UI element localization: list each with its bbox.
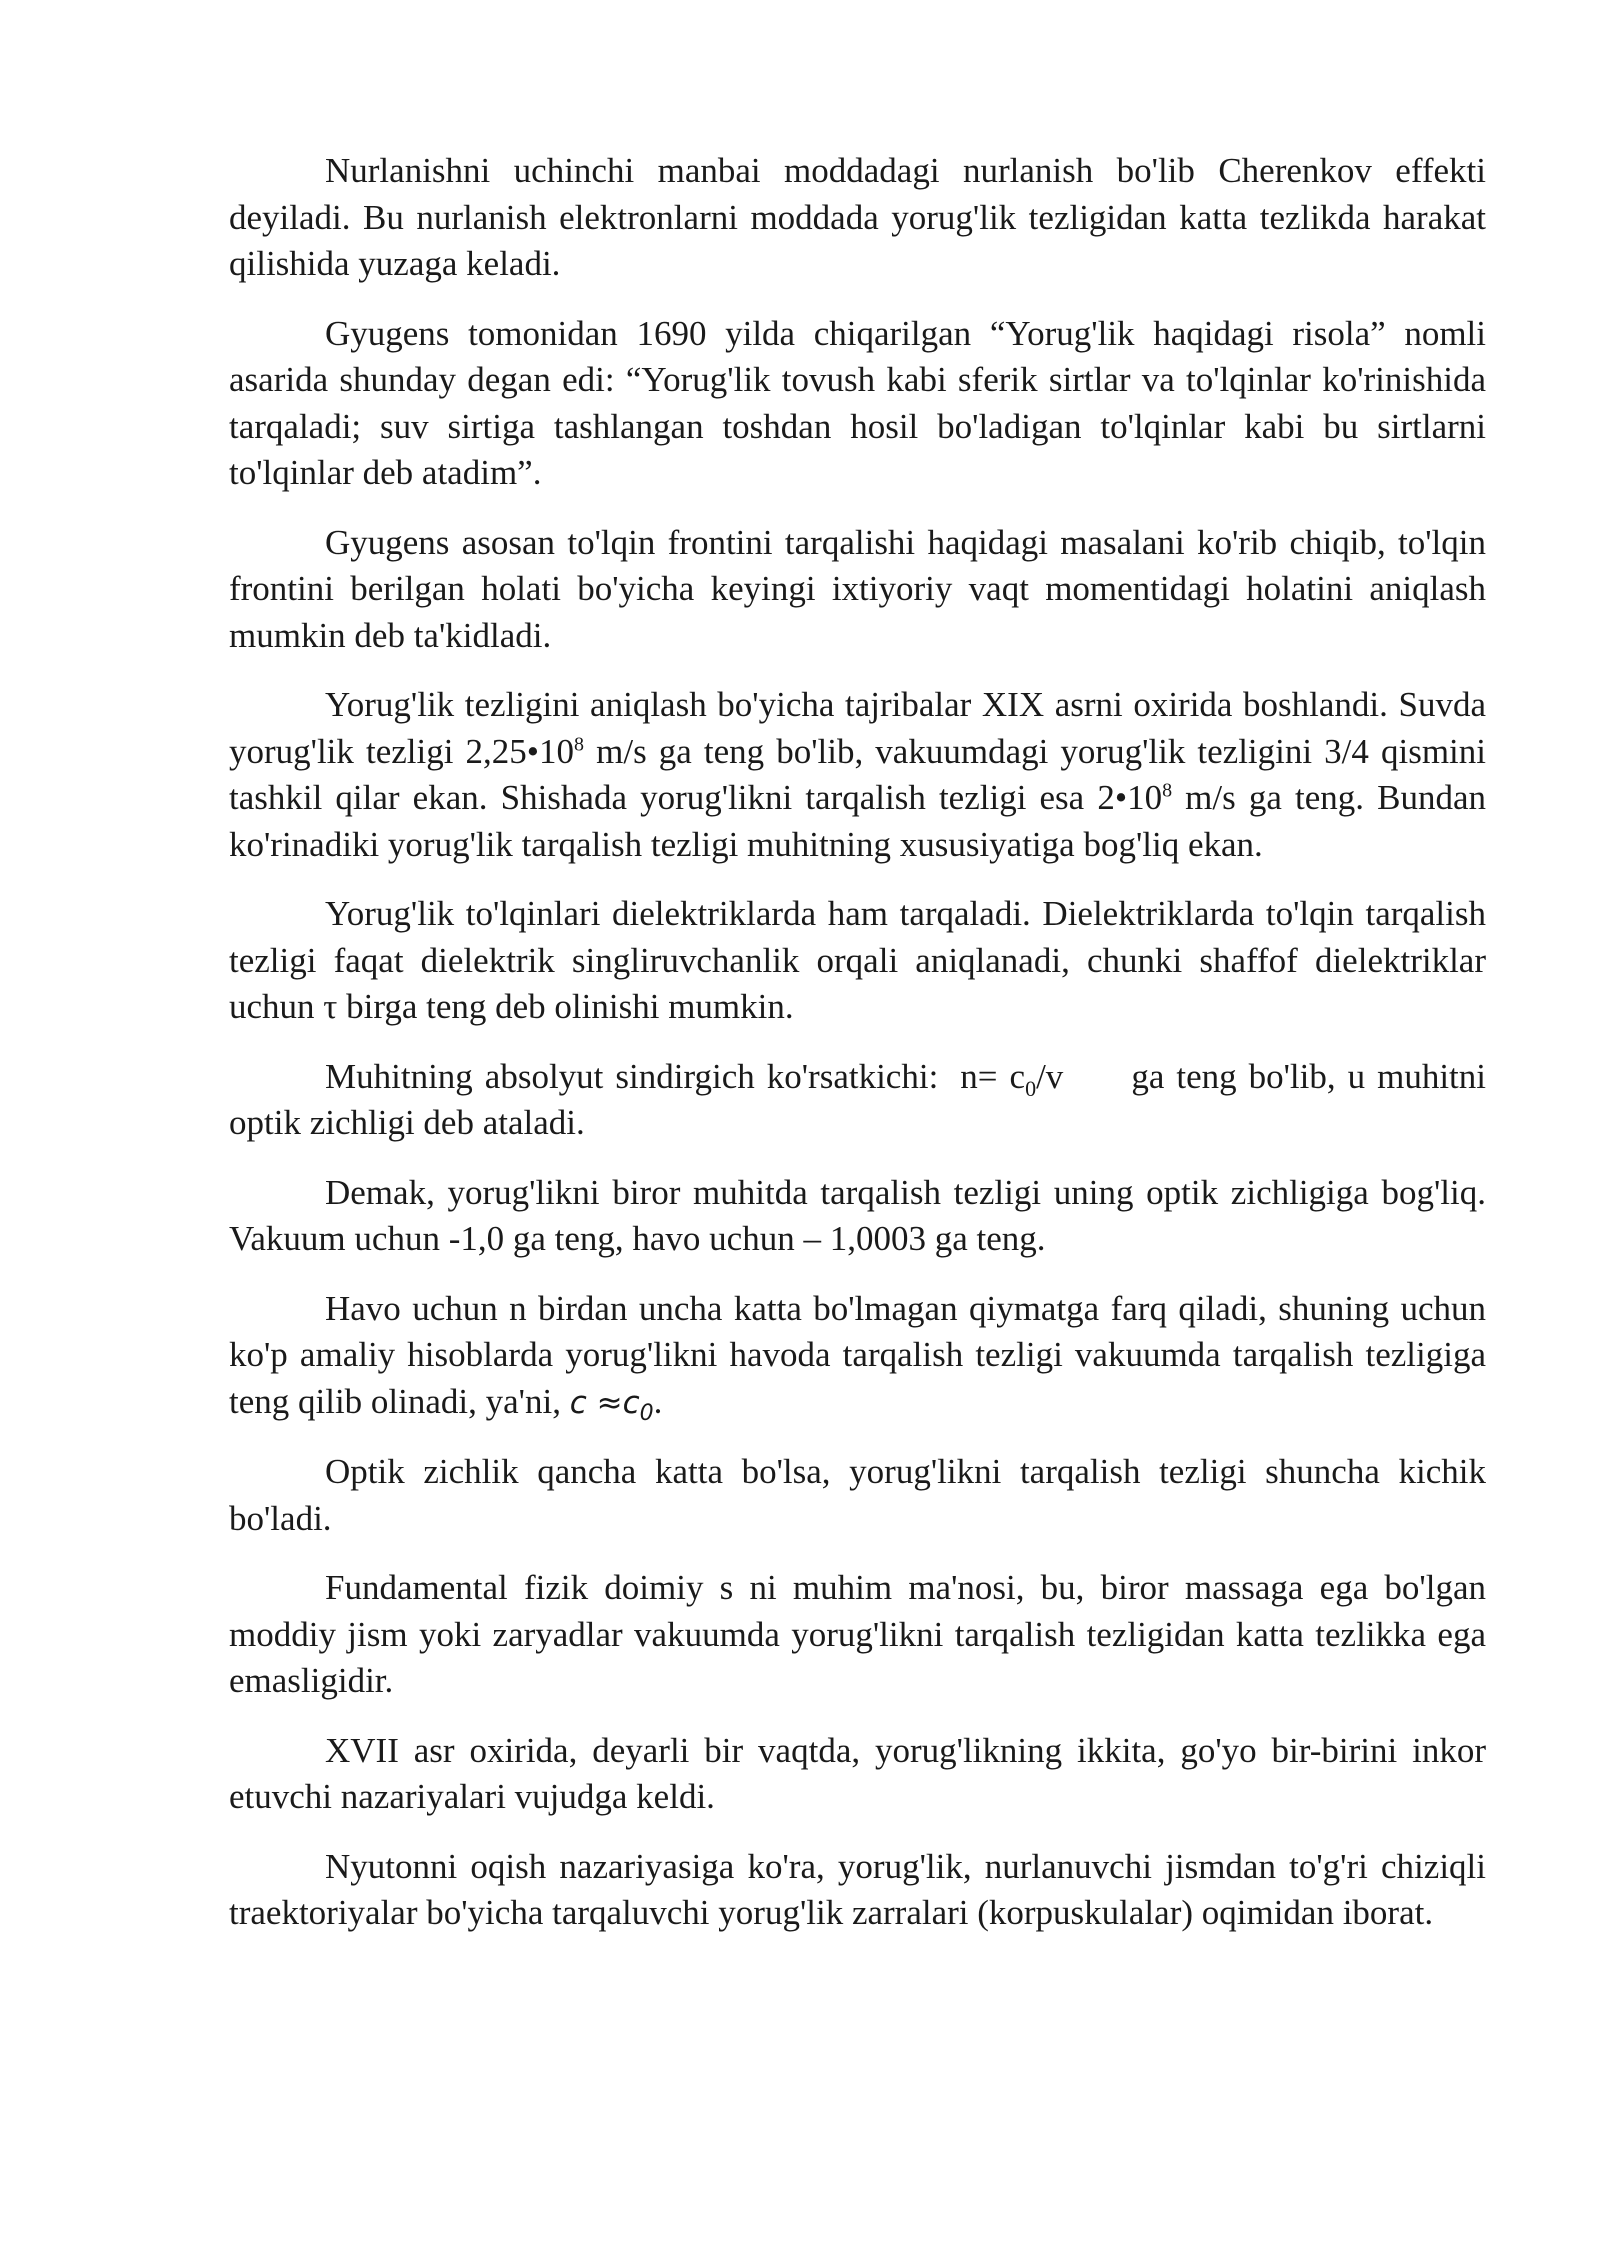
- paragraph-light-speed: [229, 682, 1486, 868]
- exponent-glass: 8: [1162, 779, 1173, 802]
- air-text-2: .: [653, 1381, 663, 1421]
- air-text-1: Havo uchun n birdan uncha katta bo'lmagan qiymatga farq qiladi, shuning uchun ko'p amaliy hisoblarda yorug'likni havoda tarqalish tezligi vakuumda tarqalish tezligiga teng qilib olinadi, ya'ni,: [229, 1288, 1486, 1421]
- paragraph-gyugens-quote: Gyugens tomonidan 1690 yilda chiqarilgan “Yorug'lik haqidagi risola” nomli asarida shunday degan edi: “Yorug'lik tovush kabi sferik sirtlar va to'lqinlar ko'rinishida tarqaladi; suv sirtiga tashlangan toshdan hosil bo'ladigan to'lqinlar kabi bu sirtlarni to'lqinlar deb atadim”.: [229, 313, 1486, 492]
- refractive-index-text-2: ga teng bo'lib, u muhitni optik zichligi deb ataladi.: [229, 1056, 1486, 1142]
- paragraph-newton: Nyutonni oqish nazariyasiga ko'ra, yorug'lik, nurlanuvchi jismdan to'g'ri chiziqli traektoriyalar bo'yicha tarqaluvchi yorug'lik zarralari (korpuskulalar) oqimidan iborat.: [229, 1846, 1486, 1932]
- paragraph-fundamental-constant: Fundamental fizik doimiy s ni muhim ma'nosi, bu, biror massaga ega bo'lgan moddiy jism yoki zaryadlar vakuumda yorug'likni tarqalish tezligidan katta tezlikka ega emasligidir.: [229, 1568, 1486, 1700]
- light-speed-text-1: Yorug'lik tezligini aniqlash bo'yicha tajribalar XIX asrni oxirida boshlandi. Suvda yorug'lik tezligi 2,25•10: [229, 685, 1486, 771]
- paragraph-cherenkov: Nurlanishni uchinchi manbai moddadagi nurlanish bo'lib Cherenkov effekti deyiladi. Bu nurlanish elektronlarni moddada yorug'lik tezligidan katta tezlikda harakat qilishida yuzaga keladi.: [229, 151, 1486, 283]
- approx-formula: $c \approx c_0$: [569, 1384, 654, 1426]
- paragraph-wave-front: Gyugens asosan to'lqin frontini tarqalishi haqidagi masalani ko'rib chiqib, to'lqin frontini berilgan holati bo'yicha keyingi ixtiyoriy vaqt momentidagi holatini aniqlash mumkin deb ta'kidladi.: [229, 522, 1486, 655]
- refractive-index-text-1: Muhitning absolyut sindirgich ko'rsatkichi:: [325, 1056, 939, 1096]
- paragraph-air: [229, 1286, 1486, 1427]
- light-speed-text-3: m/s ga teng. Bundan ko'rinadiki yorug'lik tarqalish tezligi muhitning xususiyatiga bog'liq ekan.: [229, 778, 1486, 864]
- paragraph-optical-density: Demak, yorug'likni biror muhitda tarqalish tezligi uning optik zichligiga bog'liq. Vakuum uchun -1,0 ga teng, havo uchun – 1,0003 ga teng.: [229, 1172, 1486, 1258]
- paragraph-refractive-index: [229, 1054, 1486, 1147]
- paragraph-density-speed: Optik zichlik qancha katta bo'lsa, yorug'likni tarqalish tezligi shuncha kichik bo'ladi.: [229, 1452, 1486, 1538]
- paragraph-dielectrics: Yorug'lik to'lqinlari dielektriklarda ham tarqaladi. Dielektriklarda to'lqin tarqalish tezligi faqat dielektrik singliruvchanlik orqali aniqlanadi, chunki shaffof dielektriklar uchun τ birga teng deb olinishi mumkin.: [229, 894, 1486, 1026]
- exponent-water: 8: [574, 732, 585, 755]
- light-speed-text-2: m/s ga teng bo'lib, vakuumdagi yorug'lik tezligini 3/4 qismini tashkil qilar ekan. Shishada yorug'likni tarqalish tezligi esa 2•10: [229, 731, 1486, 817]
- refractive-index-formula: $n= c_0/v$: [960, 1056, 1064, 1101]
- paragraph-xvii-century: XVII asr oxirida, deyarli bir vaqtda, yorug'likning ikkita, go'yo bir-birini inkor etuvchi nazariyalari vujudga keldi.: [229, 1730, 1486, 1816]
- document-page: [229, 148, 1486, 1960]
